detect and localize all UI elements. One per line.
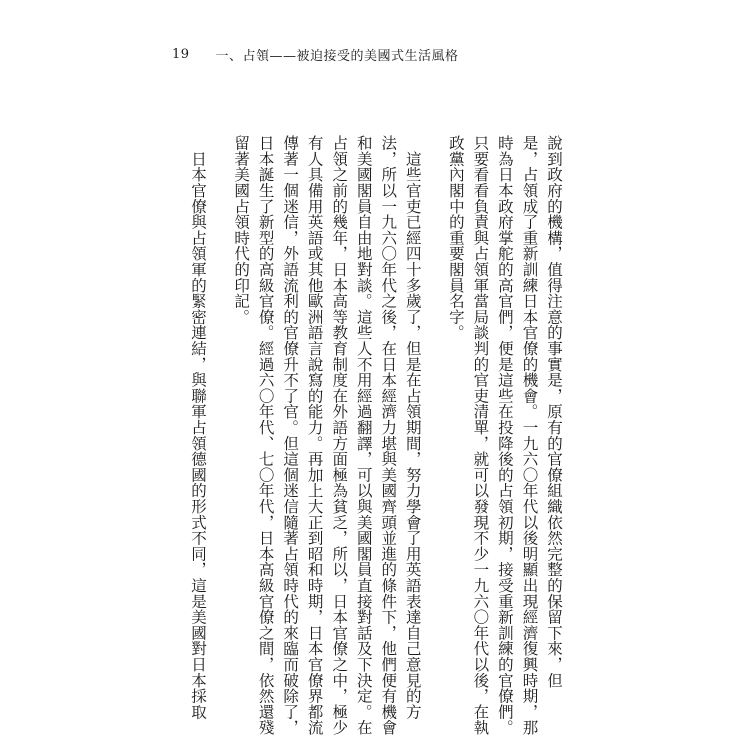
text-column: 是，占領成了重新訓練日本官僚的機會。一九六〇年代以後明顯出現經濟復興時期，那 bbox=[520, 135, 539, 736]
text-column: 這些官吏已經四十多歲了，但是在占領期間，努力學會了用英語表達自己意見的方 bbox=[403, 135, 422, 720]
text-column: 日本誕生了新型的高級官僚。經過六〇年代、七〇年代，日本高級官僚之間，依然還殘 bbox=[256, 135, 275, 736]
text-column: 說到政府的機構，值得注意的事實是，原有的官僚組織依然完整的保留下來，但 bbox=[544, 135, 563, 688]
text-column: 只要看看負責與占領軍當局談判的官吏清單，就可以發現不少一九六〇年代以後，在執 bbox=[471, 135, 490, 736]
running-head bbox=[172, 44, 459, 64]
text-column: 占領之前的幾年，日本高等教育制度在外語方面極為貧乏，所以，日本官僚之中，極少 bbox=[330, 135, 349, 736]
text-column: 時為日本政府掌舵的高官們，便是這些在投降後的占領初期，接受重新訓練的官僚們。 bbox=[495, 135, 514, 736]
paragraph-gap bbox=[429, 135, 439, 695]
text-column: 法，所以一九六〇年代之後，在日本經濟力堪與美國齊頭並進的條件下，他們便有機會 bbox=[379, 135, 398, 736]
text-column: 日本官僚與占領軍的緊密連結，與聯軍占領德國的形式不同，這是美國對日本採取 bbox=[189, 135, 207, 720]
vertical-text-body bbox=[189, 135, 563, 736]
text-column: 傳著一個迷信，外語流利的官僚升不了官。但這個迷信隨著占領時代的來臨而破除了， bbox=[281, 135, 300, 736]
paragraph-gap bbox=[215, 135, 225, 695]
page-number: 19 bbox=[172, 46, 190, 62]
chapter-title: 一、占領——被迫接受的美國式生活風格 bbox=[215, 48, 459, 64]
text-column: 留著美國占領時代的印記。 bbox=[232, 135, 251, 325]
text-column: 和美國閣員自由地對談。這些人不用經過翻譯，可以與美國閣員直接對話及下決定。在 bbox=[354, 135, 373, 736]
text-column: 政黨內閣中的重要閣員名字。 bbox=[446, 135, 465, 341]
text-column: 有人具備用英語或其他歐洲語言說寫的能力。再加上大正到昭和時期，日本官僚界都流 bbox=[305, 135, 324, 736]
